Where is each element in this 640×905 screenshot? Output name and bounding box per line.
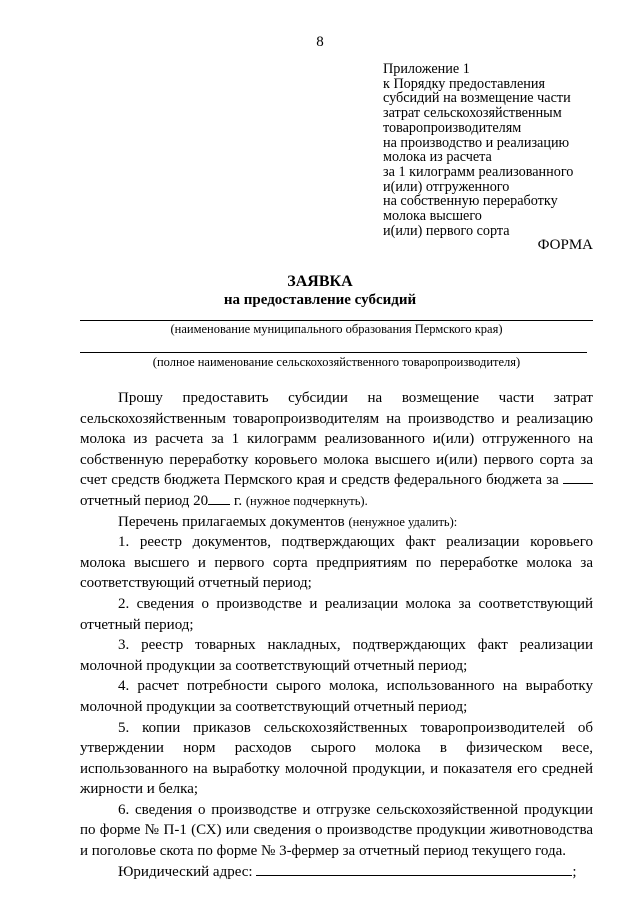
request-paragraph — [80, 388, 593, 512]
appendix-line: на производство и реализацию — [383, 134, 570, 151]
appendix-line: затрат сельскохозяйственным — [383, 105, 562, 122]
address-end: ; — [572, 863, 577, 880]
document-item-1: 1. реестр документов, подтверждающих факт реализации коровьего молока высшего и первого сорта предприятиям по переработке молока за соответствующий отчетный период; — [80, 534, 593, 592]
documents-intro-text: Перечень прилагаемых документов — [118, 513, 345, 530]
underline-note: (нужное подчеркнуть). — [245, 493, 368, 508]
appendix-line: и(или) отгруженного — [383, 178, 510, 195]
address-label: Юридический адрес: — [118, 863, 253, 880]
municipality-caption: (наименование муниципального образования Пермского края) — [170, 322, 503, 336]
address-row — [80, 862, 593, 883]
document-title: ЗАЯВКА — [287, 273, 353, 290]
address-fill-line[interactable] — [256, 863, 572, 876]
appendix-line: Приложение 1 — [383, 61, 470, 77]
appendix-line: субсидий на возмещение части — [383, 90, 571, 107]
period-text: отчетный период 20 — [80, 492, 209, 509]
appendix-block — [383, 62, 623, 238]
document-item-5: 5. копии приказов сельскохозяйственных товаропроизводителей об утверждении норм расходов сырого молока в физическом весе, использованного на выработку молочной продукции, и показателя его средней жирности и белка; — [80, 719, 593, 798]
appendix-line: молока из расчета — [383, 149, 492, 166]
page-number: 8 — [316, 34, 324, 50]
document-item-2: 2. сведения о производстве и реализации молока за соответствующий отчетный период; — [80, 595, 593, 633]
period-blank[interactable] — [563, 471, 593, 484]
documents-intro — [80, 512, 593, 533]
request-za: за — [546, 472, 559, 489]
request-text: Прошу предоставить субсидии на возмещение части затрат сельскохозяйственным товаропроизводителям на производство и реализацию молока из расчета за 1 килограмм реализованного и(или) отгруженного на собственную переработку коровьего молока высшего и(или) первого сорта за счет средств бюджета Пермского края и средств федерального бюджета — [80, 390, 593, 489]
producer-caption: (полное наименование сельскохозяйственного товаропроизводителя) — [152, 355, 521, 369]
document-item-3: 3. реестр товарных накладных, подтверждающих факт реализации молочной продукции за соответствующий отчетный период; — [80, 637, 593, 674]
year-blank[interactable] — [208, 492, 230, 505]
appendix-line: и(или) первого сорта — [383, 222, 510, 239]
municipality-fill-line[interactable] — [80, 320, 593, 321]
appendix-line: за 1 килограмм реализованного — [383, 163, 574, 180]
form-label: ФОРМА — [537, 237, 593, 253]
appendix-line: к Порядку предоставления — [383, 75, 545, 92]
producer-fill-line[interactable] — [80, 352, 587, 353]
appendix-line: на собственную переработку — [383, 193, 558, 210]
document-item-4: 4. расчет потребности сырого молока, использованного на выработку молочной продукции за соответствующий отчетный период; — [80, 678, 593, 715]
year-suffix: г. — [233, 492, 243, 509]
documents-intro-note: (ненужное удалить): — [348, 514, 458, 529]
document-subtitle: на предоставление субсидий — [223, 292, 417, 308]
appendix-line: молока высшего — [383, 208, 482, 225]
appendix-line: товаропроизводителям — [383, 119, 522, 136]
application-body — [80, 388, 593, 882]
document-item-6: 6. сведения о производстве и отгрузке сельскохозяйственной продукции по форме № П-1 (СХ) или сведения о производстве продукции животноводства и поголовье скота по форме № 3-фермер за отчетный период текущего года. — [80, 801, 593, 860]
